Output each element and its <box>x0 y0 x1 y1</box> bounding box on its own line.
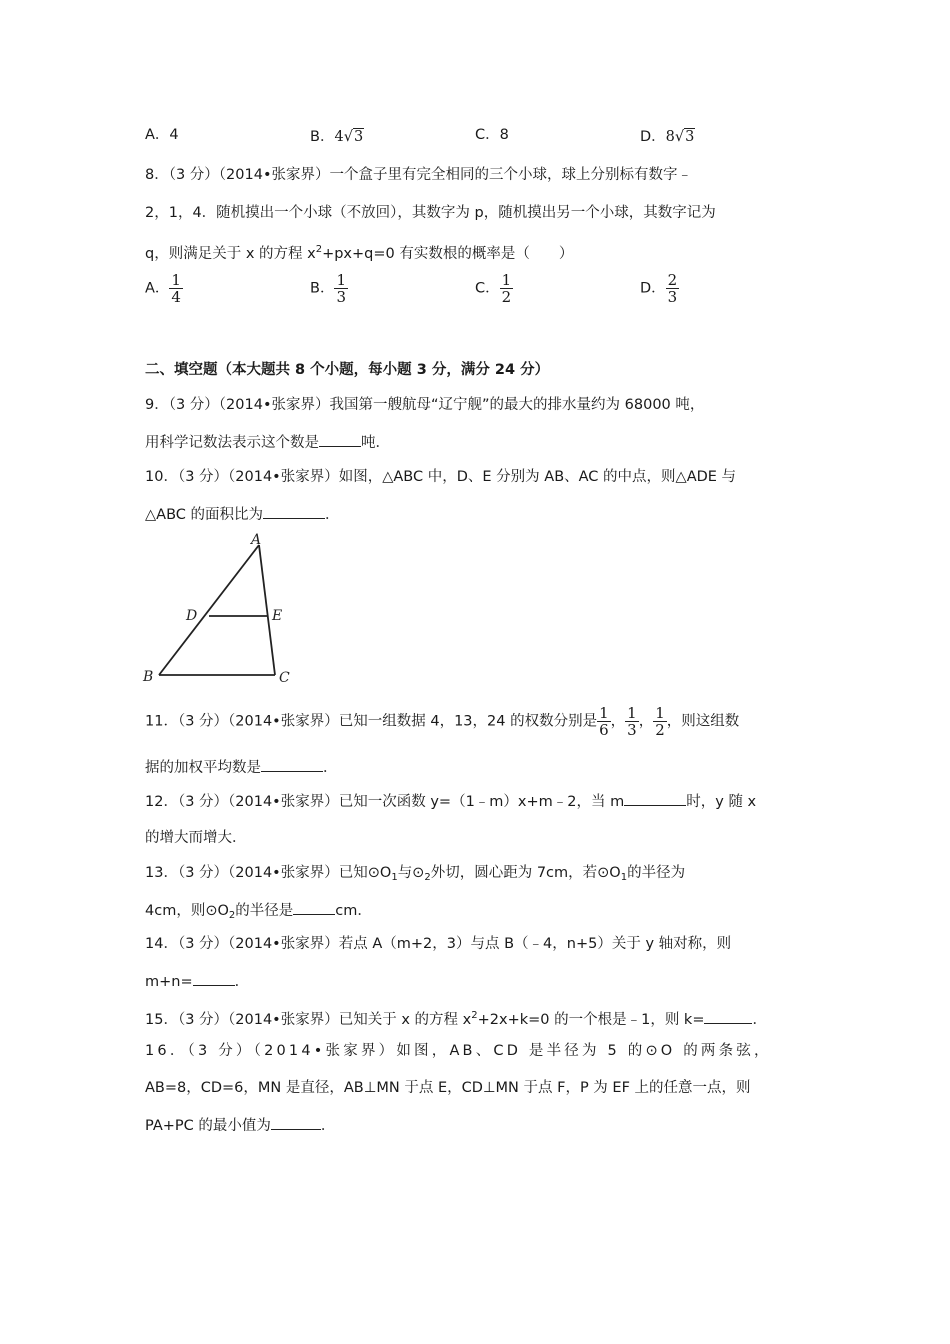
q8-option-c: C． $\frac{1}{2}$ <box>475 271 512 306</box>
q14-line-1: 14．（3 分）（2014•张家界）若点 A（m+2，3）与点 B（﹣4，n+5）关于 y 轴对称，则 <box>145 936 732 952</box>
q16-line-2: AB=8，CD=6，MN 是直径，AB⊥MN 于点 E，CD⊥MN 于点 F，P 为 EF 上的任意一点，则 <box>145 1080 751 1096</box>
label-b: B <box>143 669 154 685</box>
q16-line-1: 16．（3 分）（2014•张家界）如图，AB、CD 是半径为 5 的⊙O 的两条弦， <box>145 1043 772 1059</box>
q8-line-1: 8．（3 分）（2014•张家界）一个盒子里有完全相同的三个小球，球上分别标有数字﹣ <box>145 167 693 183</box>
q13-line-1: 13．（3 分）（2014•张家界）已知$⊙O_1$与$⊙_2$外切，圆心距为 7cm，若$⊙O_1$的半径为 <box>145 865 686 883</box>
q7-option-c: C．8 <box>475 127 509 143</box>
label-e: E <box>272 608 283 624</box>
q11-answer-blank <box>261 757 323 772</box>
q7-option-a: A．4 <box>145 127 179 143</box>
q13-answer-blank <box>293 900 335 915</box>
q11-line-1: 11．（3 分）（2014•张家界）已知一组数据 4，13，24 的权数分别是 $\frac{1}{6}$ ， $\frac{1}{3}$ ， $\frac{1}{2}$ ，则这组数 <box>145 704 740 739</box>
section-2-title: 二、填空题（本大题共 8 个小题，每小题 3 分，满分 24 分） <box>145 362 550 378</box>
side-ab <box>159 545 259 675</box>
label-c: C <box>279 670 290 686</box>
q8-option-b: B． $\frac{1}{3}$ <box>310 271 346 306</box>
q10-line-1: 10．（3 分）（2014•张家界）如图，△ABC 中，D、E 分别为 AB、AC 的中点，则△ADE 与 <box>145 469 737 485</box>
label-a: A <box>251 532 262 548</box>
q7-option-d: D．8√3 <box>640 129 695 145</box>
q10-line-2: △ABC 的面积比为 ． <box>145 504 340 525</box>
q14-line-2: m+n= ． <box>145 971 249 992</box>
q11-line-2: 据的加权平均数是 ． <box>145 757 338 778</box>
q9-answer-blank <box>319 432 361 447</box>
q10-answer-blank <box>263 504 325 519</box>
q9-line-1: 9．（3 分）（2014•张家界）我国第一艘航母“辽宁舰”的最大的排水量约为 68000 吨， <box>145 397 705 413</box>
q16-line-3: PA+PC 的最小值为 ． <box>145 1115 335 1136</box>
q13-line-2: 4cm，则$⊙O_2$的半径是 cm． <box>145 900 372 926</box>
label-d: D <box>186 608 198 624</box>
q7-option-b: B．4√3 <box>310 129 364 145</box>
q8-line-3: q，则满足关于 x 的方程 $x^2+px+q=0$ 有实数根的概率是（ ） <box>145 244 574 262</box>
q8-option-d: D． $\frac{2}{3}$ <box>640 271 678 306</box>
q16-answer-blank <box>271 1115 321 1130</box>
q9-line-2: 用科学记数法表示这个数是 吨． <box>145 432 390 453</box>
q8-line-2: 2，1，4．随机摸出一个小球（不放回），其数字为 p，随机摸出另一个小球，其数字记为 <box>145 205 716 221</box>
q15-line-1: 15．（3 分）（2014•张家界）已知关于 x 的方程 $x^2+2x+k=0$ 的一个根是﹣1，则 k= ． <box>145 1010 767 1028</box>
q14-answer-blank <box>193 971 235 986</box>
q12-line-1: 12．（3 分）（2014•张家界）已知一次函数 y=（1﹣m）x+m﹣2，当 m 时，y 随 x <box>145 791 756 812</box>
q8-option-a: A． $\frac{1}{4}$ <box>145 271 181 306</box>
q12-answer-blank <box>624 791 686 806</box>
q15-answer-blank <box>704 1009 752 1024</box>
triangle-figure <box>140 530 300 690</box>
q12-line-2: 的增大而增大． <box>145 830 247 846</box>
